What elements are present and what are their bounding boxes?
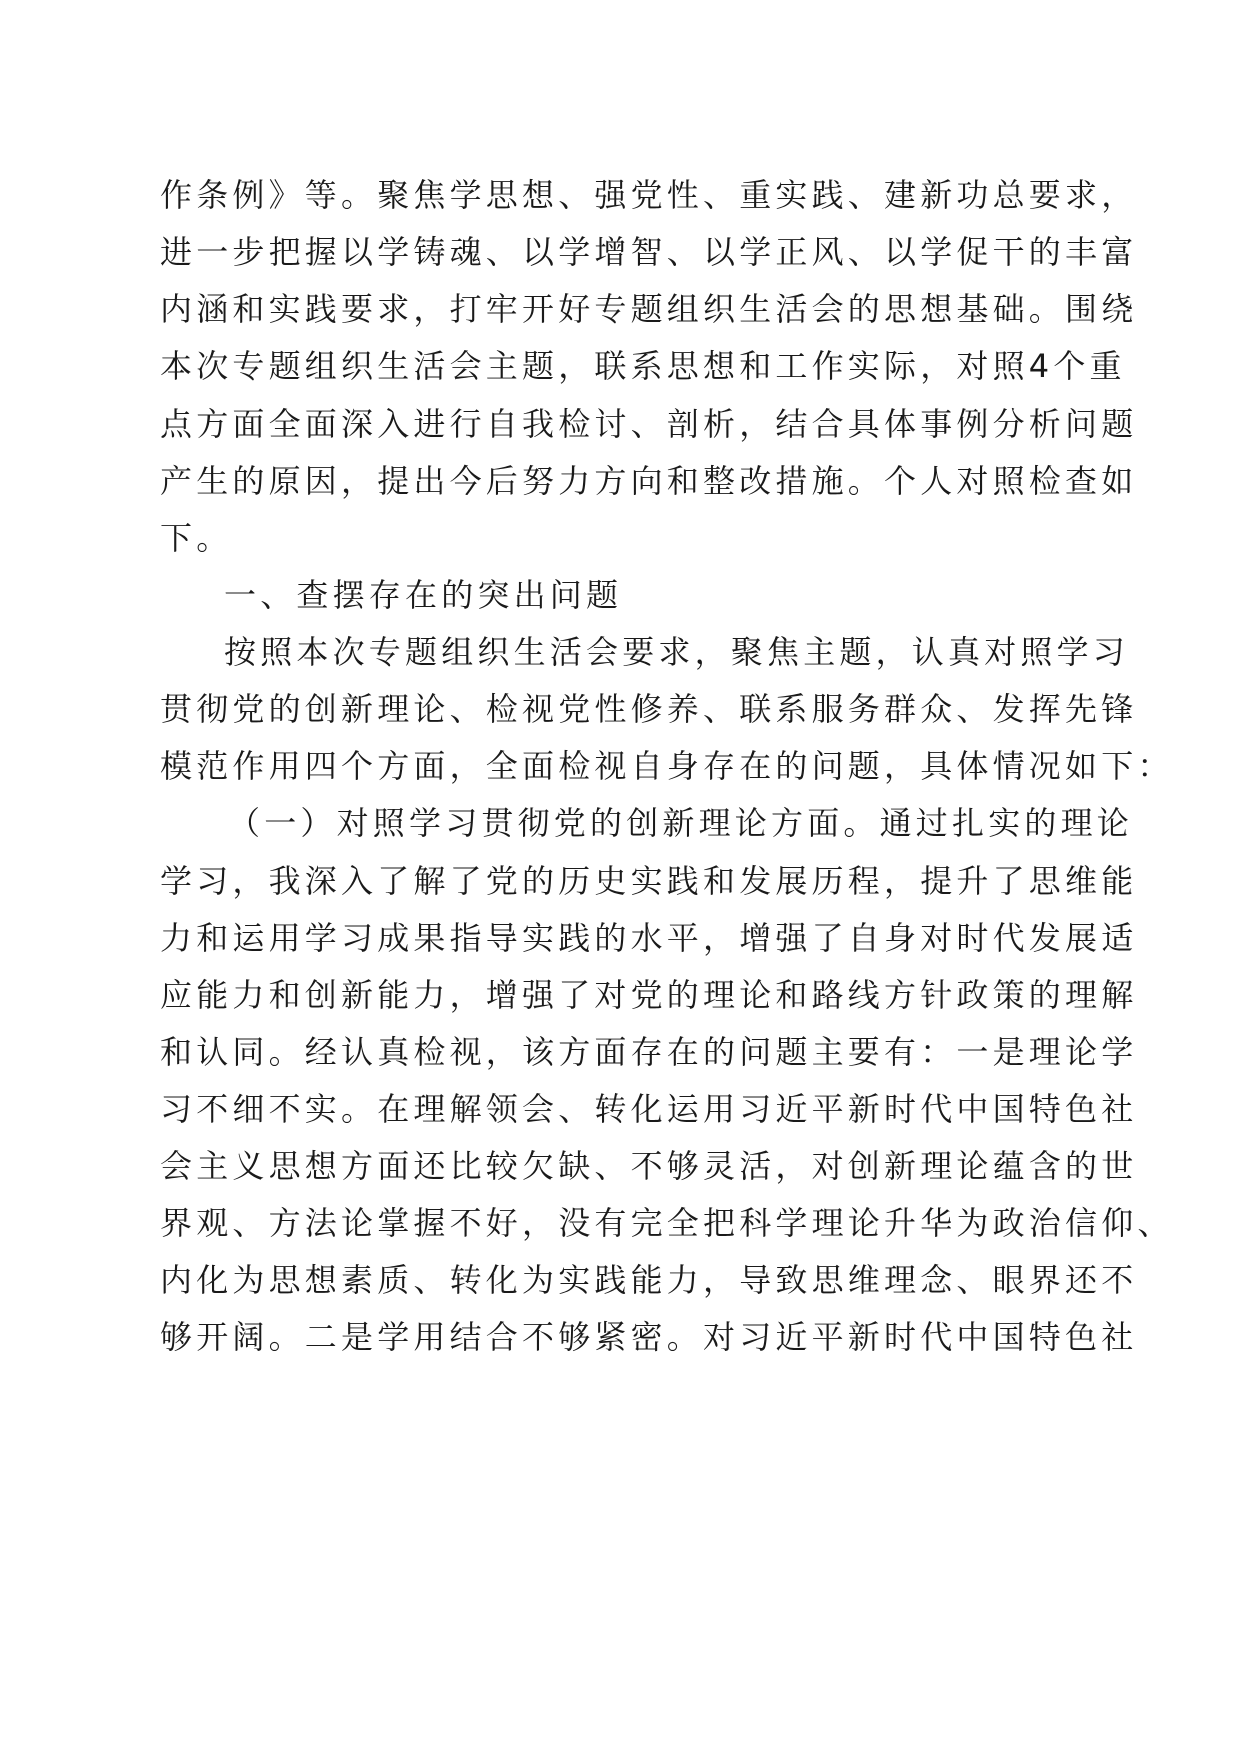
text-line: 力和运用学习成果指导实践的水平，增强了自身对时代发展适 <box>160 919 1138 957</box>
text-line: 应能力和创新能力，增强了对党的理论和路线方针政策的理解 <box>160 976 1138 1014</box>
text-line: 会主义思想方面还比较欠缺、不够灵活，对创新理论蕴含的世 <box>160 1147 1138 1185</box>
text-line: 和认同。经认真检视，该方面存在的问题主要有：一是理论学 <box>160 1033 1138 1071</box>
text-line: 内化为思想素质、转化为实践能力，导致思维理念、眼界还不 <box>160 1261 1138 1299</box>
text-line: 进一步把握以学铸魂、以学增智、以学正风、以学促干的丰富 <box>160 233 1138 271</box>
text-line: 作条例》等。聚焦学思想、强党性、重实践、建新功总要求， <box>160 176 1138 214</box>
text-line: 点方面全面深入进行自我检讨、剖析，结合具体事例分析问题 <box>160 405 1138 443</box>
text-line: 本次专题组织生活会主题，联系思想和工作实际，对照4个重 <box>160 347 1126 385</box>
text-line: 界观、方法论掌握不好，没有完全把科学理论升华为政治信仰、 <box>160 1204 1174 1242</box>
text-line: 够开阔。二是学用结合不够紧密。对习近平新时代中国特色社 <box>160 1318 1138 1356</box>
text-line: 产生的原因，提出今后努力方向和整改措施。个人对照检查如 <box>160 462 1138 500</box>
section-heading: 一、查摆存在的突出问题 <box>224 576 623 614</box>
subsection-heading: （一）对照学习贯彻党的创新理论方面。通过扎实的理论 <box>228 804 1134 842</box>
text-line: 贯彻党的创新理论、检视党性修养、联系服务群众、发挥先锋 <box>160 690 1138 728</box>
text-line: 按照本次专题组织生活会要求，聚焦主题，认真对照学习 <box>224 633 1130 671</box>
text-line: 下。 <box>160 519 233 557</box>
text-line: 内涵和实践要求，打牢开好专题组织生活会的思想基础。围绕 <box>160 290 1138 328</box>
text-line: 模范作用四个方面，全面检视自身存在的问题，具体情况如下： <box>160 747 1174 785</box>
text-line: 习不细不实。在理解领会、转化运用习近平新时代中国特色社 <box>160 1090 1138 1128</box>
text-line: 学习，我深入了解了党的历史实践和发展历程，提升了思维能 <box>160 862 1138 900</box>
